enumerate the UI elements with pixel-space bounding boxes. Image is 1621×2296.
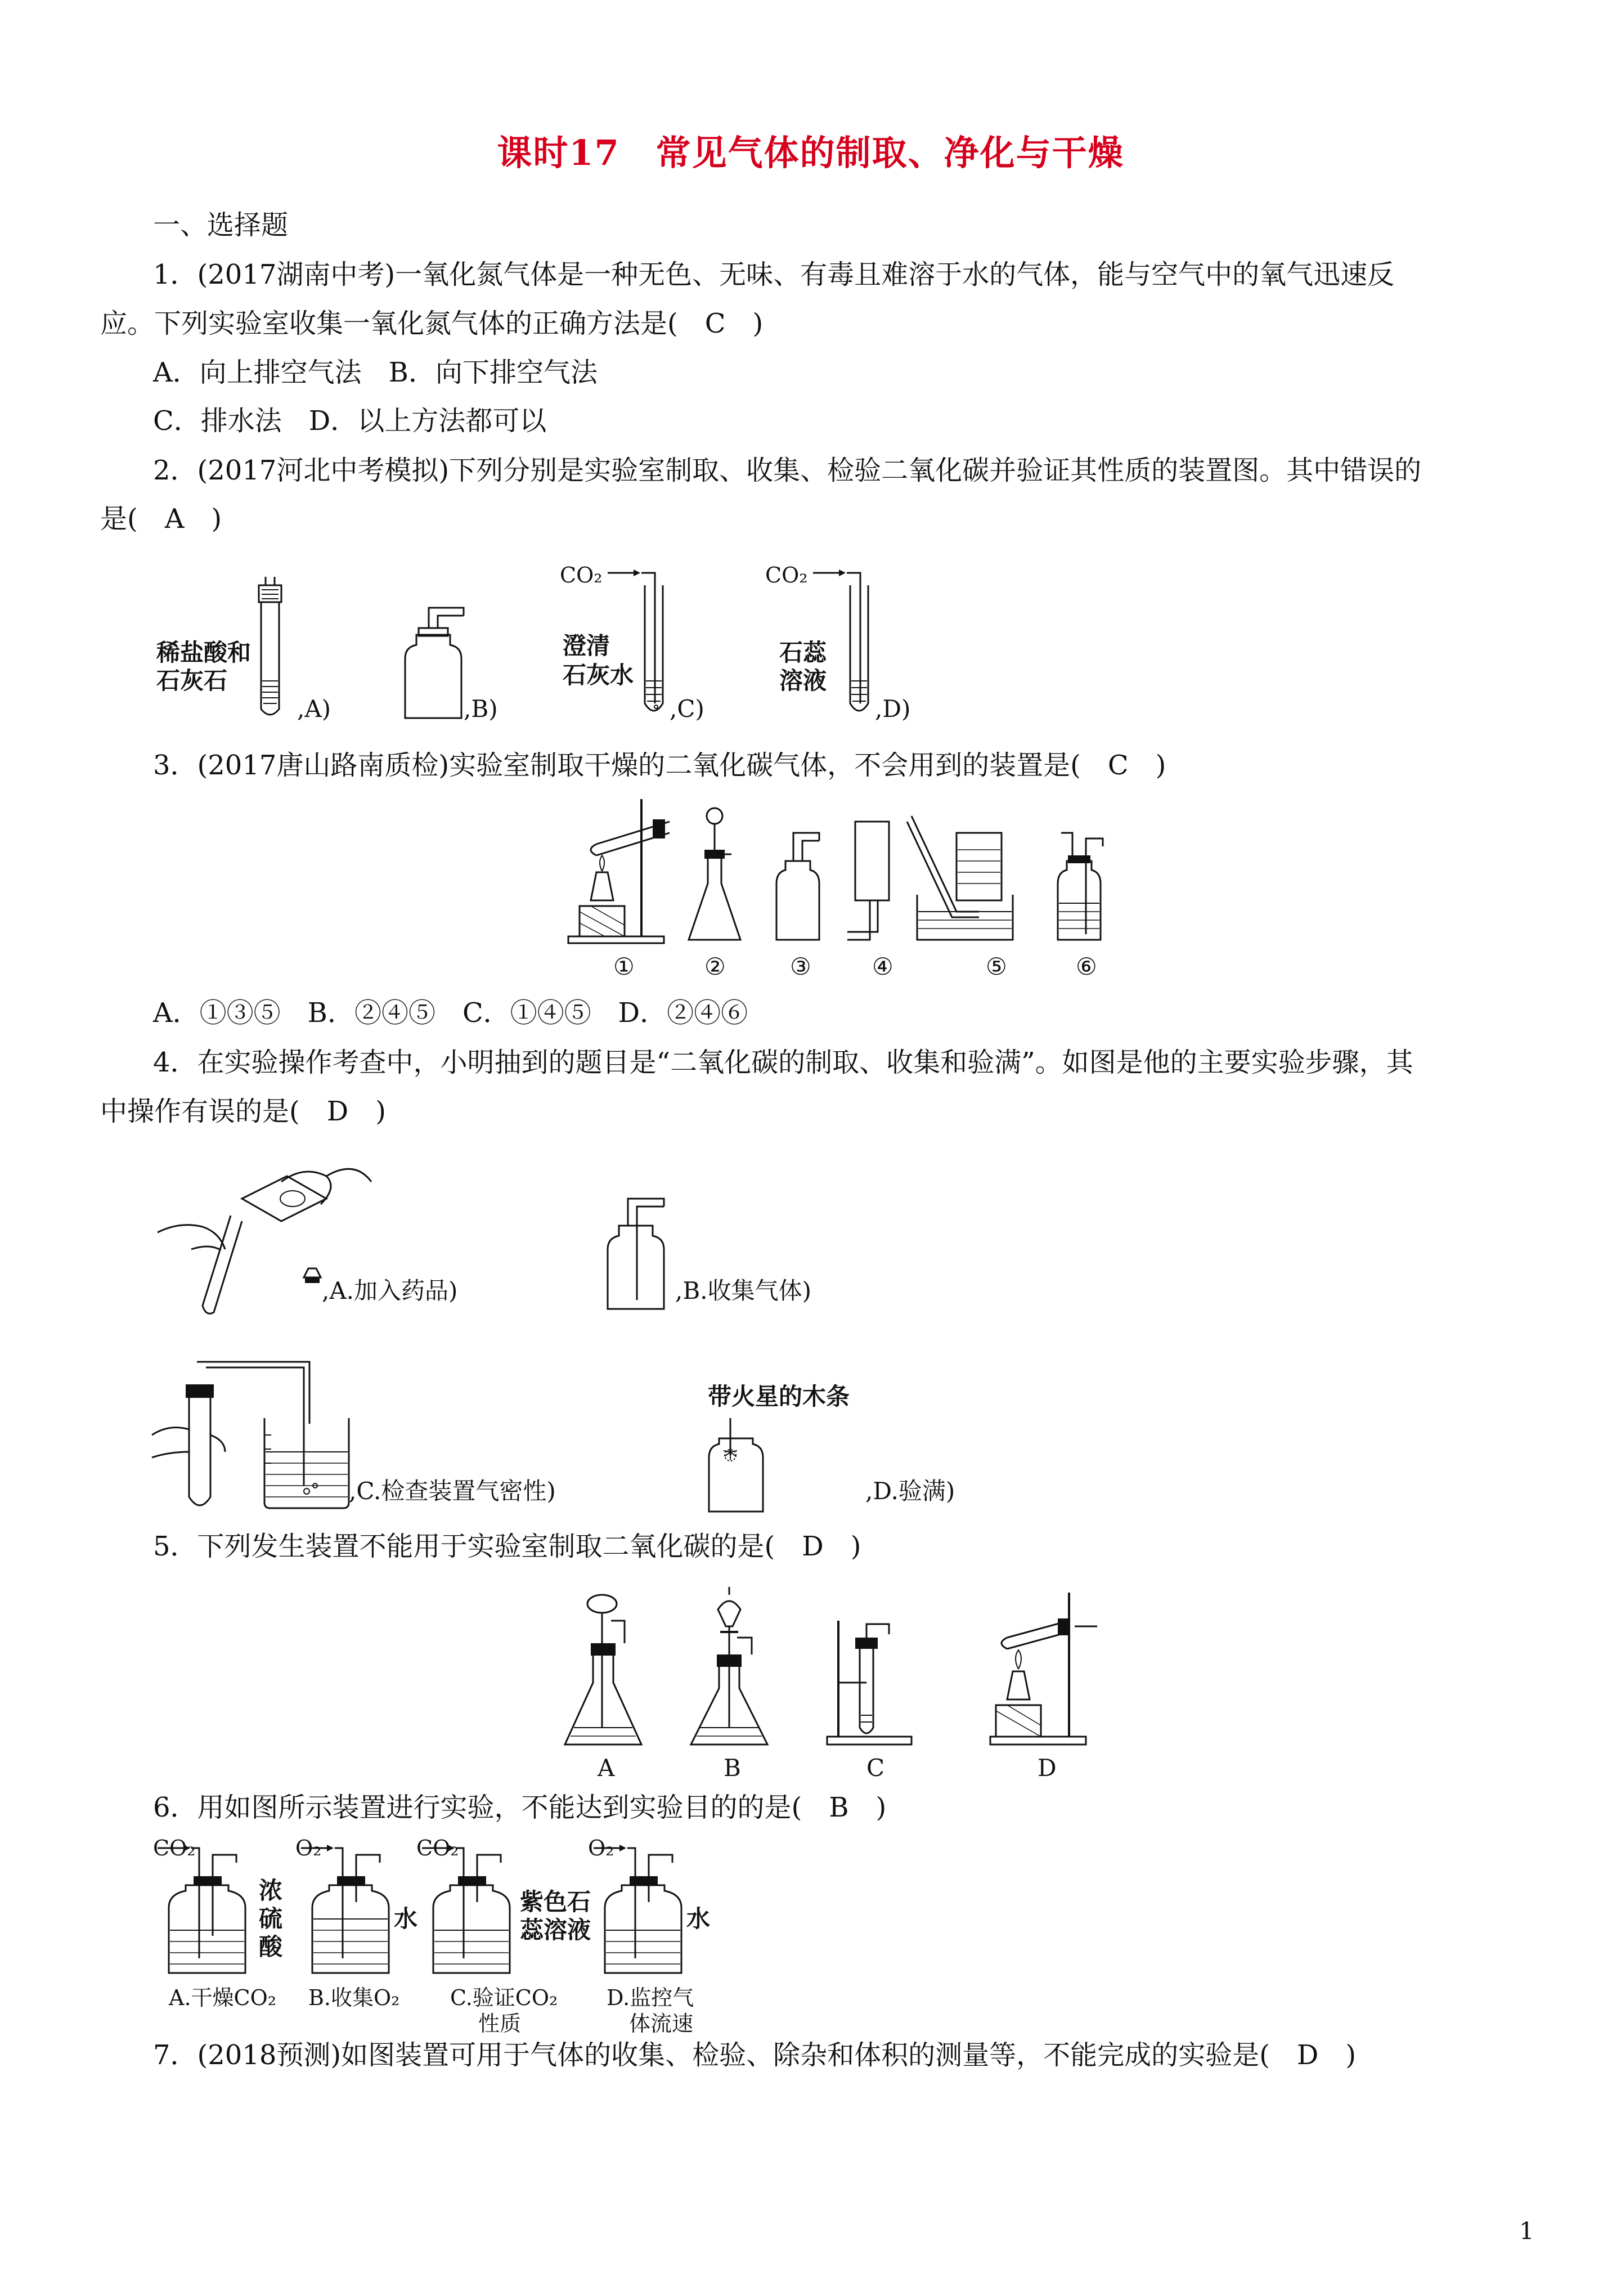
q6-bottle-d-flow-monitor xyxy=(588,1846,701,1975)
q4-line2: 中操作有误的是( D ) xyxy=(100,1096,386,1127)
q4-figure-d-checking-full xyxy=(708,1418,775,1514)
q2-figc-label-line2: 石灰水 xyxy=(563,661,634,689)
q6-caption-d-1: D.监控气 xyxy=(607,1985,694,2010)
q6-bottle-a-drying xyxy=(152,1846,264,1975)
q2-line1: 2．(2017河北中考模拟)下列分别是实验室制取、收集、检验二氧化碳并验证其性质的装置图。其中错误的 xyxy=(153,455,1422,486)
q6-bottle-b-collect xyxy=(295,1846,408,1975)
q1-line1: 1．(2017湖南中考)一氧化氮气体是一种无色、无味、有毒且难溶于水的气体，能与空气中的氧气迅速反 xyxy=(153,259,1395,290)
q6-line1: 6．用如图所示装置进行实验，不能达到实验目的的是( B ) xyxy=(153,1792,887,1823)
q6-liquid-a-3: 酸 xyxy=(259,1933,283,1961)
q2-figa-label-line2: 石灰石 xyxy=(156,667,228,694)
q4-caption-d: ,D.验满) xyxy=(865,1477,955,1505)
q4-figure-b-collecting-bottle xyxy=(602,1199,681,1311)
q5-line1: 5．下列发生装置不能用于实验室制取二氧化碳的是( D ) xyxy=(153,1531,861,1562)
q3-options: A．①③⑤ B．②④⑤ C．①④⑤ D．②④⑥ xyxy=(153,997,748,1029)
q3-apparatus-figure xyxy=(563,799,1137,945)
q5-label-c: C xyxy=(866,1754,885,1782)
q2-figc-co2-label: CO₂ xyxy=(560,563,603,588)
q3-label-2: ② xyxy=(704,953,726,980)
q4-glowing-stick-label: 带火星的木条 xyxy=(708,1383,850,1410)
q5-label-d: D xyxy=(1038,1754,1057,1782)
page-title: 课时17 常见气体的制取、净化与干燥 xyxy=(497,132,1124,173)
q6-liquid-c-2: 蕊溶液 xyxy=(520,1916,591,1944)
q4-caption-c: ,C.检查装置气密性) xyxy=(349,1477,556,1505)
q6-caption-a: A.干燥CO₂ xyxy=(169,1985,276,2010)
q6-liquid-c-1: 紫色石 xyxy=(520,1888,591,1916)
section-heading: 一、选择题 xyxy=(153,209,289,241)
q4-caption-b: ,B.收集气体) xyxy=(675,1277,811,1304)
q3-label-4: ④ xyxy=(872,953,893,980)
q6-liquid-d: 水 xyxy=(686,1905,711,1932)
q6-liquid-a-2: 硫 xyxy=(259,1905,283,1932)
q5-label-a: A xyxy=(598,1754,615,1782)
q2-figd-label-line1: 石蕊 xyxy=(779,639,827,666)
q6-caption-c-1: C.验证CO₂ xyxy=(450,1985,558,2010)
q3-label-1: ① xyxy=(613,953,635,980)
q6-liquid-b: 水 xyxy=(394,1905,418,1932)
q2-line2: 是( A ) xyxy=(100,503,222,535)
q2-figd-label-line2: 溶液 xyxy=(779,667,827,694)
q3-label-3: ③ xyxy=(790,953,811,980)
q3-label-5: ⑤ xyxy=(986,953,1007,980)
q5-apparatus-figure xyxy=(563,1587,1103,1750)
q2-figd-co2-label: CO₂ xyxy=(765,563,808,588)
q2-figb-tag: ,B) xyxy=(464,695,498,723)
q6-gas-b: O₂ xyxy=(295,1836,322,1860)
q6-bottle-c-litmus xyxy=(416,1846,529,1975)
q6-caption-c-2: 性质 xyxy=(478,2011,522,2036)
q1-options-cd: C．排水法 D．以上方法都可以 xyxy=(153,405,547,437)
q2-figure-c-limewater-tube xyxy=(608,568,675,720)
q2-figa-label-line1: 稀盐酸和 xyxy=(156,639,252,666)
q2-figc-tag: ,C) xyxy=(670,695,704,723)
q3-label-6: ⑥ xyxy=(1076,953,1097,980)
q6-caption-b: B.收集O₂ xyxy=(308,1985,400,2010)
q6-gas-c: CO₂ xyxy=(416,1836,459,1860)
q3-line1: 3．(2017唐山路南质检)实验室制取干燥的二氧化碳气体，不会用到的装置是( C ) xyxy=(153,750,1166,781)
q7-line1: 7．(2018预测)如图装置可用于气体的收集、检验、除杂和体积的测量等，不能完成的实验是( D ) xyxy=(153,2039,1357,2071)
q2-figa-tag: ,A) xyxy=(297,695,331,723)
q6-gas-a: CO₂ xyxy=(153,1836,196,1860)
q4-line1: 4．在实验操作考查中，小明抽到的题目是“二氧化碳的制取、收集和验满”。如图是他的主要实验步骤，其 xyxy=(153,1047,1413,1078)
q2-figd-tag: ,D) xyxy=(875,695,911,723)
q1-options-ab: A．向上排空气法 B．向下排空气法 xyxy=(153,357,598,388)
q5-label-b: B xyxy=(724,1754,741,1782)
q1-line2: 应。下列实验室收集一氧化氮气体的正确方法是( C ) xyxy=(100,308,764,339)
q4-figure-c-airtightness-check xyxy=(152,1351,354,1514)
q2-figure-b-gas-bottle xyxy=(394,608,473,720)
q6-gas-d: O₂ xyxy=(588,1836,614,1860)
page-number: 1 xyxy=(1519,2217,1534,2245)
q6-caption-d-2: 体流速 xyxy=(629,2011,694,2036)
q6-liquid-a-1: 浓 xyxy=(259,1877,283,1904)
q4-caption-a: ,A.加入药品) xyxy=(322,1277,458,1304)
q2-figc-label-line1: 澄清 xyxy=(563,632,610,660)
